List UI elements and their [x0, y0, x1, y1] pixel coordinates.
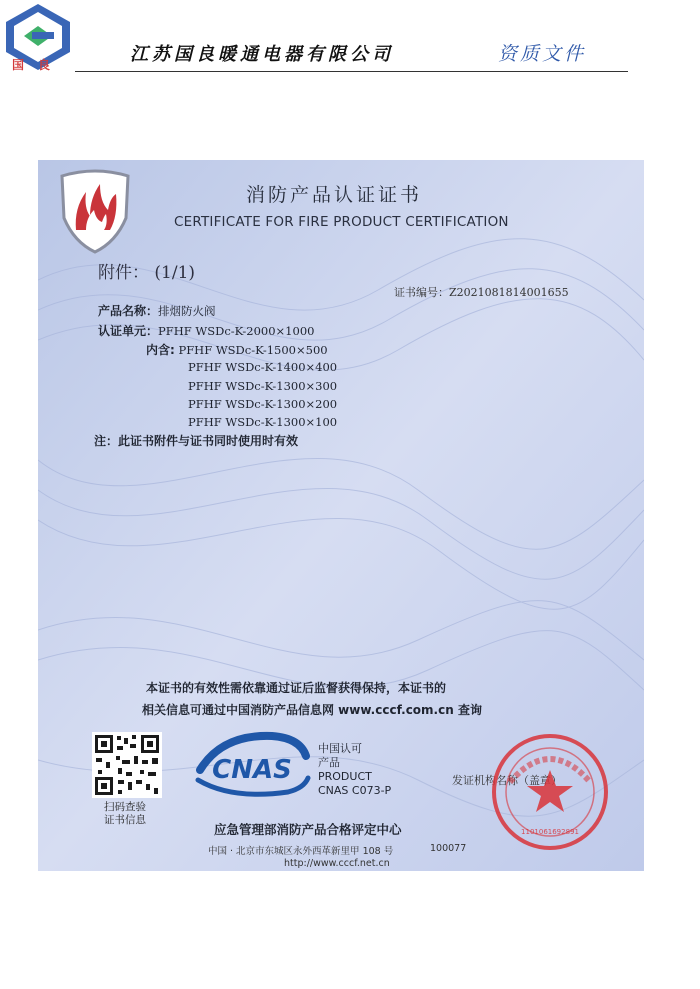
certificate-number: 证书编号：Z2021081814001655: [394, 286, 569, 299]
svg-text:1101061692891: 1101061692891: [521, 828, 579, 836]
official-seal-stamp: [490, 732, 610, 852]
scan-to-verify-label: 扫码查验 证书信息: [104, 801, 146, 826]
header-divider: [75, 71, 628, 72]
attachment-note: 注：此证书附件与证书同时使用时有效: [94, 434, 299, 448]
product-name-row: 产品名称：排烟防火阀: [98, 304, 216, 318]
center-address: 中国 · 北京市东城区永外西革新里甲 108 号: [208, 846, 394, 857]
cnas-logo-icon: [192, 730, 312, 802]
certificate-title: 消防产品认证证书: [246, 184, 423, 206]
validity-statement-line1: 本证书的有效性需依靠通过证后监督获得保持，本证书的: [146, 681, 447, 695]
fire-emblem-icon: [56, 168, 134, 254]
certificate-title-english: CERTIFICATE FOR FIRE PRODUCT CERTIFICATION: [174, 214, 509, 230]
cnas-accreditation-text: 中国认可 产品 PRODUCT CNAS C073-P: [318, 742, 392, 797]
qr-code-icon: [92, 732, 162, 798]
document-type-label: 资质文件: [498, 43, 587, 65]
fire-product-certificate: [38, 160, 644, 871]
model-row: PFHF WSDc-K-1300×100: [188, 415, 338, 429]
model-row: PFHF WSDc-K-1300×300: [188, 379, 338, 393]
svg-text:CNAS: CNAS: [212, 755, 292, 785]
validity-statement-line2: 相关信息可通过中国消防产品信息网 www.cccf.com.cn 查询: [142, 703, 482, 717]
issuing-authority-label: 发证机构名称（盖章）: [452, 774, 562, 787]
model-row: PFHF WSDc-K-1400×400: [188, 360, 338, 374]
certification-unit-row: 认证单元：PFHF WSDc-K-2000×1000: [98, 324, 315, 338]
company-name: 江苏国良暖通电器有限公司: [130, 44, 394, 65]
model-row: PFHF WSDc-K-1300×200: [188, 397, 338, 411]
svg-text:国良: 国良: [11, 58, 65, 72]
attachment-label: 附件： (1/1): [98, 263, 196, 283]
postal-code: 100077: [430, 843, 467, 854]
center-website: http://www.cccf.net.cn: [284, 858, 390, 869]
contains-row: 内含: PFHF WSDc-K-1500×500: [146, 343, 328, 357]
company-logo-icon: [2, 2, 74, 72]
certification-center-name: 应急管理部消防产品合格评定中心: [214, 822, 402, 837]
